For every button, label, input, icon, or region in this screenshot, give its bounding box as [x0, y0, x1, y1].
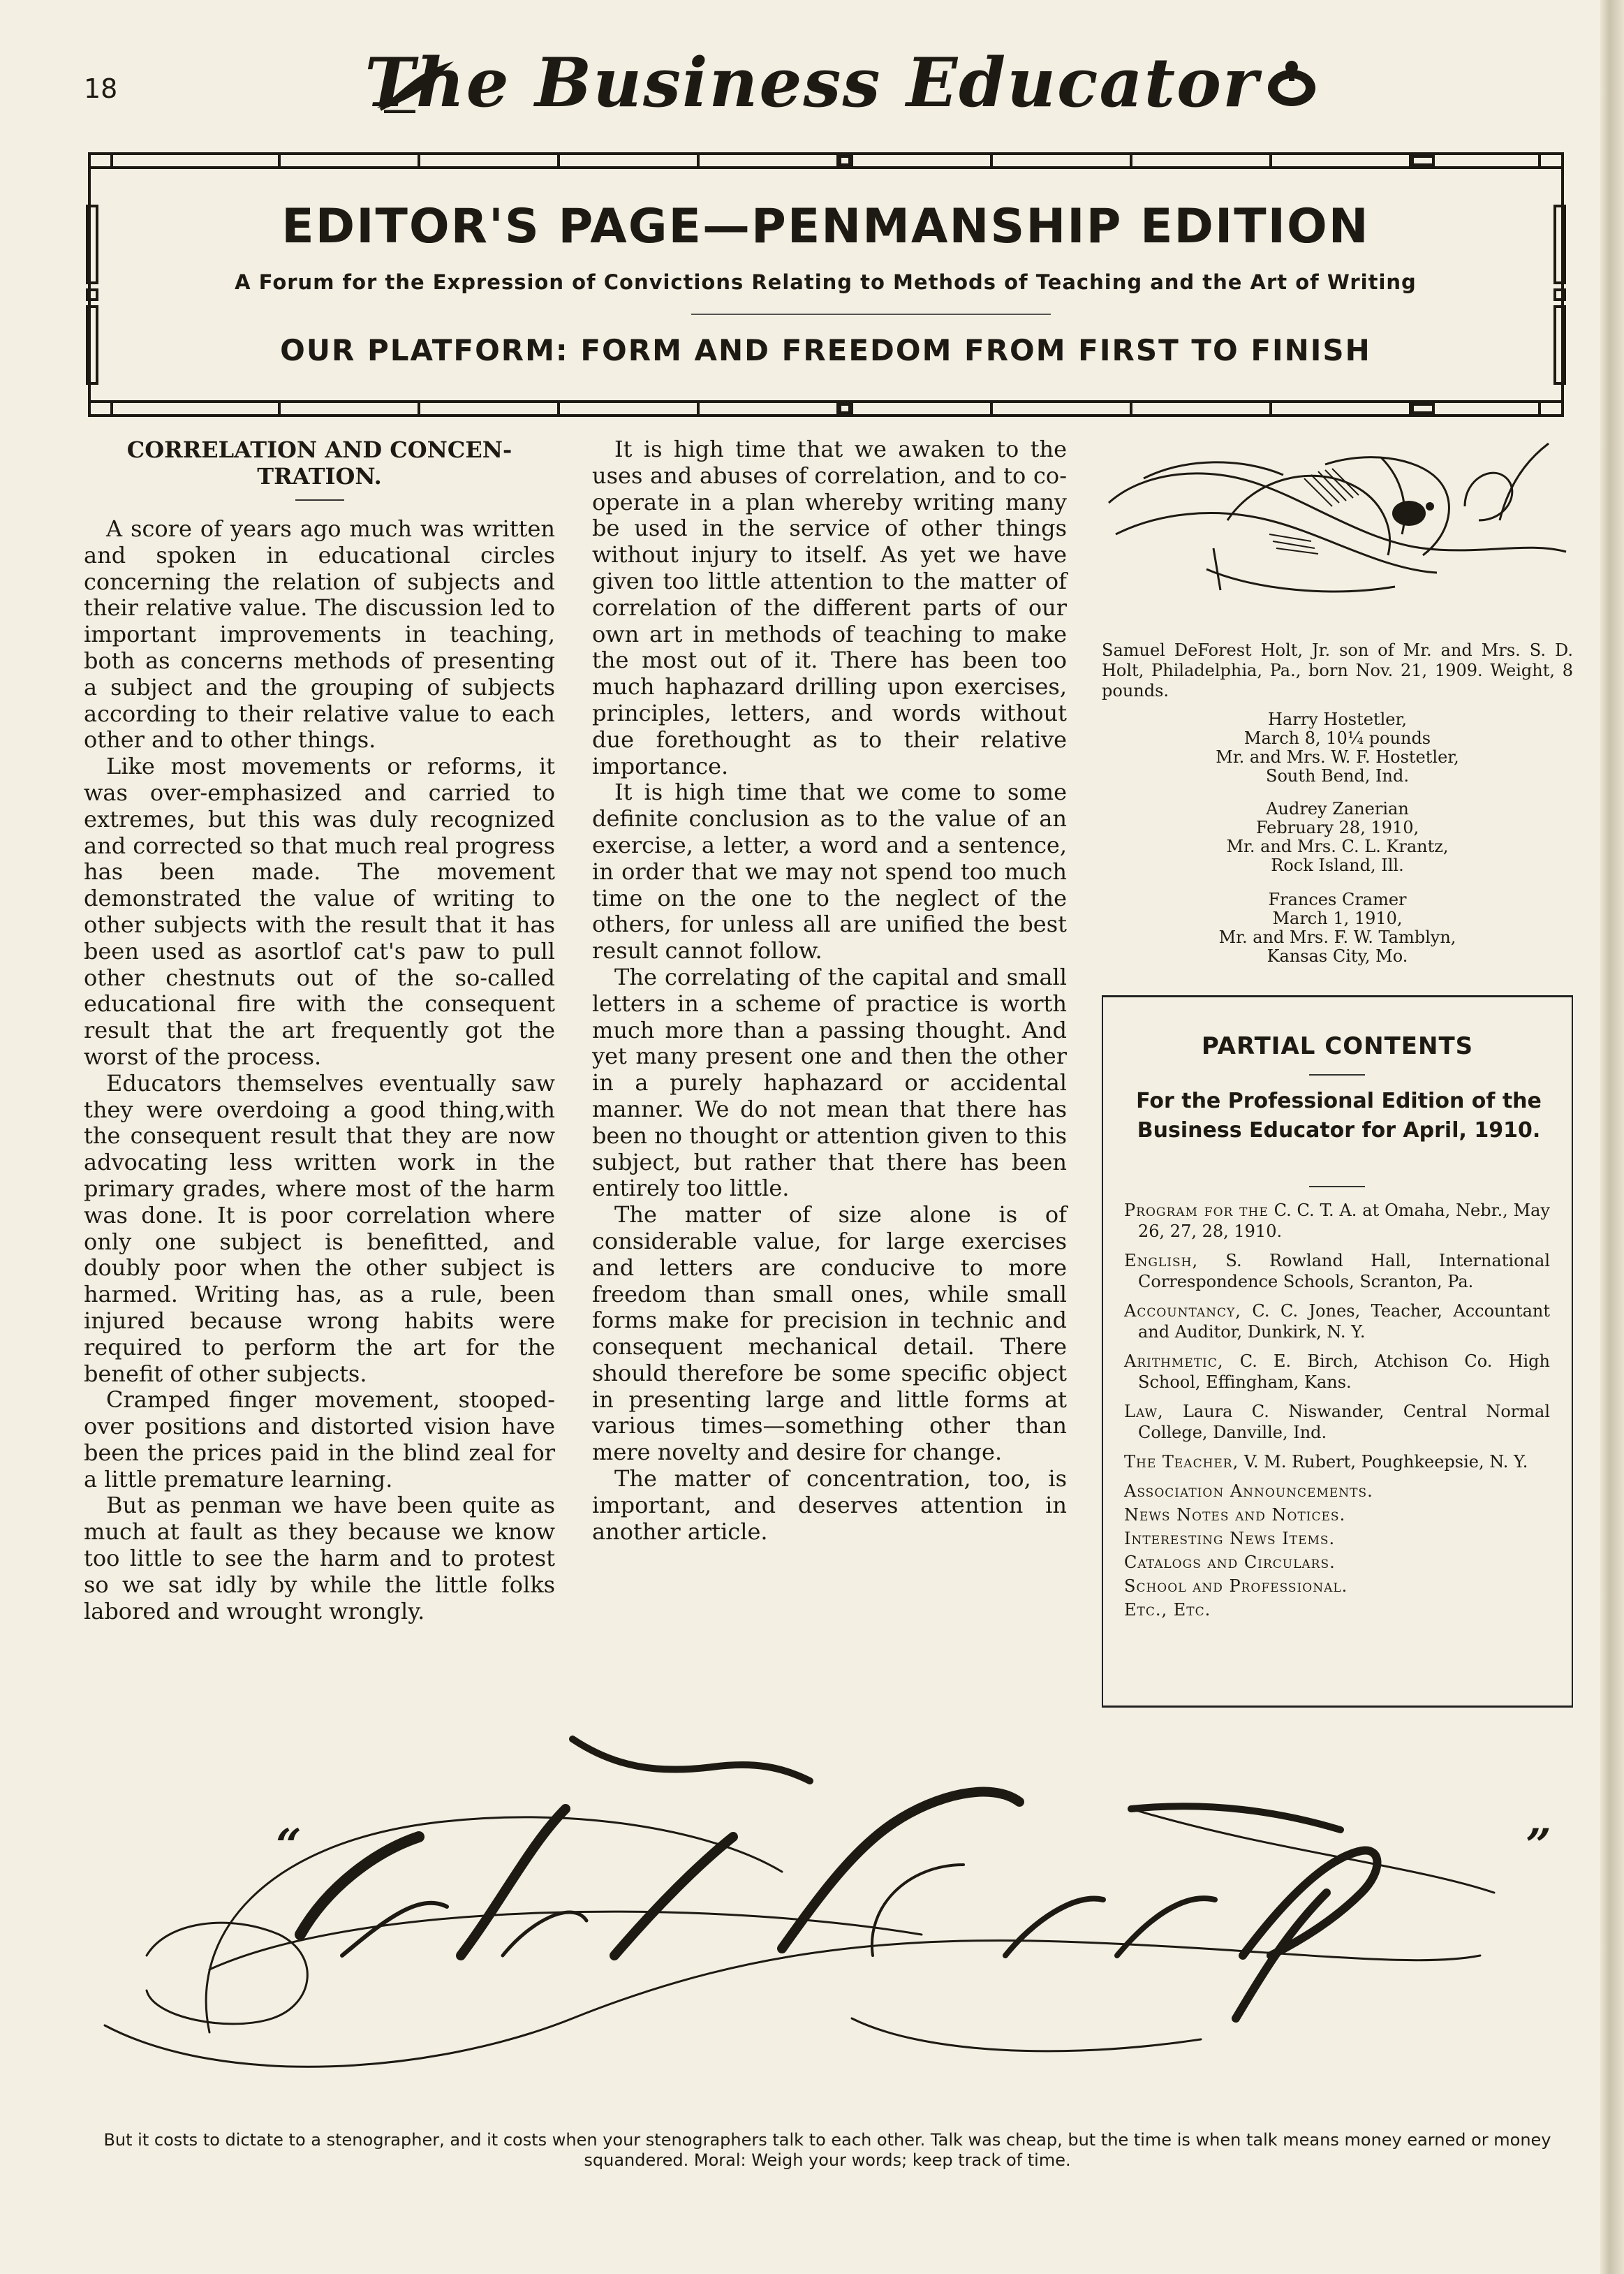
birth-date: March 8, 10¼ pounds — [1243, 728, 1431, 748]
contents-item — [1124, 1351, 1550, 1393]
divider — [1309, 1186, 1365, 1187]
close-quote: ” — [1526, 1819, 1551, 1872]
paragraph: Educators themselves eventually saw they were overdoing a good thing,with the consequent result that they are now advocating less written work in the primary grades, where most of the harm was done. It is poor correlation where only one subject is benefitted, and doubly poor when the other subject is harmed. Writing has, as a rule, been injured because wrong habits were required to perform the art for the benefit of other subjects. — [84, 1069, 555, 1387]
contents-item — [1124, 1552, 1550, 1573]
contents-item-detail: V. M. Rubert, Poughkeepsie, N. Y. — [1239, 1452, 1528, 1472]
paragraph: It is high time that we awaken to the uses and abuses of correlation, and to co-operate in a plan whereby writing many be used in the service of other things without injury to itself. As yet we have given too little attention to the matter of correlation of the different parts of our own art in methods of teaching to make the most out of it. There has been too much haphazard drilling upon exercises, principles, letters, and words without due forethought as to their relative importance. — [592, 436, 1067, 779]
editor-page-title: EDITOR'S PAGE—PENMANSHIP EDITION — [281, 199, 1370, 254]
birth-date: February 28, 1910, — [1255, 818, 1419, 837]
contents-item-heading: News Notes and Notices. — [1124, 1505, 1346, 1525]
birth-date: March 1, 1910, — [1272, 909, 1403, 928]
birth-name: Audrey Zanerian — [1266, 799, 1409, 819]
contents-item-heading: School and Professional. — [1124, 1576, 1348, 1596]
divider — [295, 499, 344, 501]
article-column-2 — [592, 437, 1067, 1545]
paragraph: The matter of size alone is of considerable value, for large exercises and letters are conducive to more freedom than small ones, while small forms make for precision in technic and consequent mechanical detail. There should therefore be some specific object in presenting large and little forms at various times—something other than mere novelty and desire for change. — [592, 1201, 1067, 1466]
contents-item-heading: Etc., Etc. — [1124, 1600, 1211, 1620]
contents-item-heading: Interesting News Items. — [1124, 1529, 1336, 1548]
birth-parents: Mr. and Mrs. W. F. Hostetler, — [1216, 747, 1459, 767]
paragraph: Like most movements or reforms, it was over-emphasized and carried to extremes, but this was duly recognized and corrected so that much real progress has been made. The movement demonstrated the value of writing to other subjects with the result that it has been used as asortlof cat's paw to pull other chestnuts out of the so-called educational fire with the consequent result that the art frequently got the worst of the process. — [84, 753, 555, 1070]
contents-item — [1124, 1200, 1550, 1242]
article-title — [84, 437, 555, 490]
editor-page-subtitle: A Forum for the Expression of Convictions Relating to Methods of Teaching and the Art of Writing — [235, 270, 1417, 294]
open-quote: “ — [276, 1819, 302, 1872]
talk-is-cheap-script-signature — [84, 1725, 1543, 2116]
paragraph: A score of years ago much was written and spoken in educational circles concerning the relation of subjects and their relative value. The discussion led to important improvements in teaching, both as concerns methods of presenting a subject and the grouping of subjects according to their relative value to each other and to other things. — [84, 515, 555, 754]
contents-item-heading: Arithmetic, — [1124, 1351, 1224, 1371]
paragraph: But as penman we have been quite as much at fault as they because we know too little to see the harm and to protest so we sat idly by while the little folks labored and wrought wrongly. — [84, 1492, 555, 1624]
page-spine-edge — [1600, 0, 1624, 2274]
contents-list — [1124, 1200, 1550, 1623]
birth-parents: Mr. and Mrs. C. L. Krantz, — [1226, 837, 1449, 856]
partial-contents-box — [1102, 995, 1573, 1708]
birth-announcement-holt: Samuel DeForest Holt, Jr. son of Mr. and Mrs. S. D. Holt, Philadelphia, Pa., born Nov. 21, 1909. Weight, 8 pounds. — [1102, 640, 1573, 700]
page-number: 18 — [84, 73, 118, 104]
birth-place: Kansas City, Mo. — [1267, 946, 1408, 966]
divider — [1309, 1074, 1365, 1076]
birth-place: South Bend, Ind. — [1266, 766, 1409, 786]
contents-item-detail: C. C. Jones, Teacher, Accountant and Auditor, Dunkirk, N. Y. — [1138, 1301, 1550, 1342]
contents-item-heading: Catalogs and Circulars. — [1124, 1553, 1336, 1572]
contents-subtitle: For the Professional Edition of the Business Educator for April, 1910. — [1136, 1089, 1542, 1143]
birth-name: Frances Cramer — [1268, 890, 1407, 909]
contents-item — [1124, 1451, 1550, 1472]
birth-name: Harry Hostetler, — [1268, 710, 1407, 729]
contents-item — [1124, 1401, 1550, 1443]
contents-item — [1124, 1576, 1550, 1597]
divider — [691, 314, 1051, 315]
contents-item — [1124, 1528, 1550, 1549]
contents-item — [1124, 1599, 1550, 1620]
birth-announcement — [1102, 800, 1573, 875]
birth-announcement — [1102, 890, 1573, 966]
contents-item-detail: S. Rowland Hall, International Correspondence Schools, Scranton, Pa. — [1138, 1251, 1550, 1291]
birth-announcement — [1102, 710, 1573, 786]
article-title-line-2: TRATION. — [257, 463, 382, 490]
article-column-1 — [84, 437, 555, 1624]
contents-item-heading: The Teacher, — [1124, 1452, 1239, 1472]
contents-item-detail: C. E. Birch, Atchison Co. High School, Effingham, Kans. — [1138, 1351, 1550, 1392]
contents-item-heading: Accountancy, — [1124, 1301, 1241, 1321]
contents-item-heading: Program for the — [1124, 1201, 1269, 1220]
contents-item-detail: Laura C. Niswander, Central Normal College, Danville, Ind. — [1138, 1402, 1550, 1442]
paragraph: Cramped finger movement, stooped-over positions and distorted vision have been the prices paid in the blind zeal for a little premature learning. — [84, 1386, 555, 1492]
contents-item-heading: Law, — [1124, 1402, 1164, 1421]
paragraph: The correlating of the capital and small letters in a scheme of practice is worth much more than a passing thought. And yet many present one and then the other in a purely haphazard or accidental manner. We do not mean that there has been no thought or attention given to this subject, but rather that there has been entirely too little. — [592, 963, 1067, 1202]
paragraph: The matter of concentration, too, is important, and deserves attention in another article. — [592, 1465, 1067, 1545]
flourished-bird-illustration — [1102, 437, 1573, 611]
contents-item — [1124, 1504, 1550, 1525]
contents-item-detail: C. C. T. A. at Omaha, Nebr., May 26, 27, 28, 1910. — [1138, 1201, 1550, 1241]
contents-item-heading: English, — [1124, 1251, 1199, 1270]
paragraph: It is high time that we come to some definite conclusion as to the value of an exercise, a letter, a word and a sentence, in order that we may not spend too much time on the one to the neglect of the others, for unless all are unified the best result cannot follow. — [592, 779, 1067, 964]
birth-parents: Mr. and Mrs. F. W. Tamblyn, — [1218, 927, 1456, 947]
contents-item-heading: Association Announcements. — [1124, 1481, 1373, 1501]
emblem-icon — [1264, 57, 1320, 113]
birth-place: Rock Island, Ill. — [1271, 856, 1404, 875]
editor-page-box — [84, 150, 1567, 419]
caption: But it costs to dictate to a stenographer, and it costs when your stenographers talk to each other. Talk was cheap, but the time is when talk means money earned or money squandered. Moral: Weigh your words; keep track of time. — [103, 2130, 1551, 2170]
masthead-title: The Business Educator — [364, 43, 1260, 122]
contents-item — [1124, 1300, 1550, 1342]
contents-item — [1124, 1481, 1550, 1502]
article-title-line-1: CORRELATION AND CONCEN- — [126, 437, 512, 463]
contents-item — [1124, 1250, 1550, 1292]
contents-title: PARTIAL CONTENTS — [1201, 1032, 1474, 1060]
platform-statement: OUR PLATFORM: FORM AND FREEDOM FROM FIRST TO FINISH — [280, 333, 1371, 367]
